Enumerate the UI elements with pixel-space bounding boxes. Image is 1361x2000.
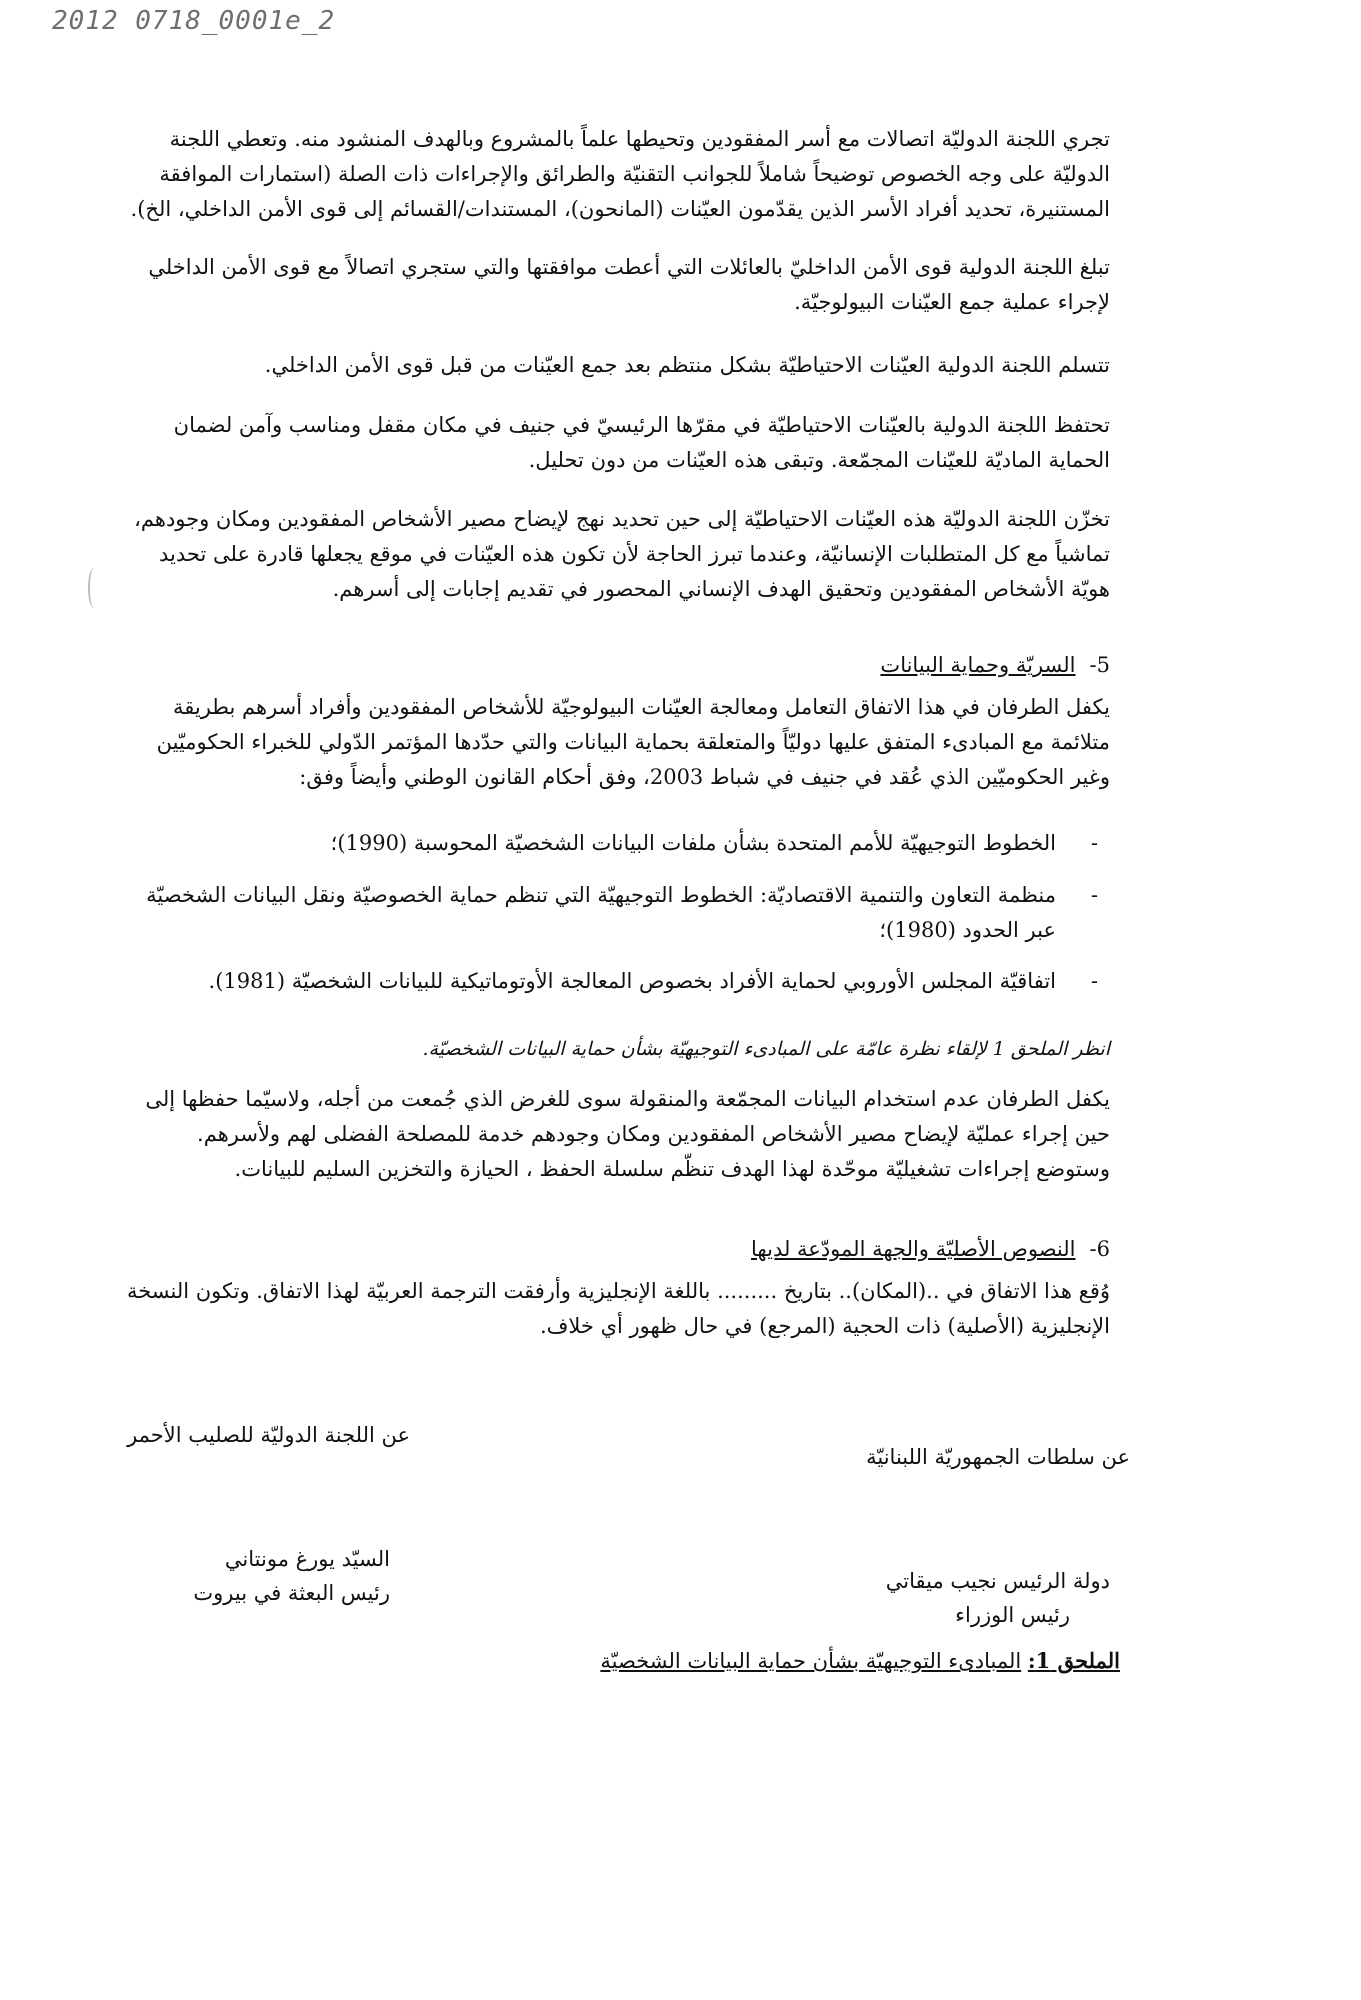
section-6-number: 6-	[1089, 1237, 1110, 1261]
section-6-body: وُقع هذا الاتفاق في ..(المكان).. بتاريخ ......... باللغة الإنجليزية وأرفقت الترجمة العربيّة لهذا الاتفاق. وتكون النسخة الإنجليزية (الأصلية) ذات الحجية (المرجع) في حال ظهور أي خلاف.	[126, 1279, 1110, 1338]
annex-reference-note: انظر الملحق 1 لإلقاء نظرة عامّة على المبادىء التوجيهيّة بشأن حماية البيانات الشخصيّة.	[422, 1038, 1110, 1060]
bullet-dash: -	[1090, 883, 1098, 907]
paragraph-receive-samples: تتسلم اللجنة الدولية العيّنات الاحتياطيّة بشكل منتظم بعد جمع العيّنات من قبل قوى الأمن الداخلي.	[264, 353, 1110, 377]
section-5-heading	[120, 648, 1110, 683]
section-5-closing: يكفل الطرفان عدم استخدام البيانات المجمّعة والمنقولة سوى للغرض الذي جُمعت من أجله، ولاسيّما حفظها إلى حين إجراء عمليّة لإيضاح مصير الأشخاص المفقودين ومكان وجودهم خدمة للمصلحة الفضلى لهم ولأسرهم. وستوضع إجراءات تشغيليّة موحّدة لهذا الهدف تنظّم سلسلة الحفظ ، الحيازة والتخزين السليم للبيانات.	[145, 1087, 1110, 1181]
signature-lebanon-name: دولة الرئيس نجيب ميقاتي	[885, 1569, 1110, 1593]
bullet-dash: -	[1090, 831, 1098, 855]
section-6-title: النصوص الأصليّة والجهة المودّعة لديها	[751, 1237, 1076, 1261]
paragraph-notify-isf: تبلغ اللجنة الدولية قوى الأمن الداخليّ بالعائلات التي أعطت موافقتها والتي ستجري اتصالاً مع قوى الأمن الداخلي لإجراء عملية جمع العيّنات البيولوجيّة.	[148, 255, 1110, 314]
paragraph-storage-purpose: تخزّن اللجنة الدوليّة هذه العيّنات الاحتياطيّة إلى حين تحديد نهج لإيضاح مصير الأشخاص المفقودين ومكان وجودهم، تماشياً مع كل المتطلبات الإنسانيّة، وعندما تبرز الحاجة لأن تكون هذه العيّنات في موقع يجعلها قادرة على تحديد هويّة الأشخاص المفقودين وتحقيق الهدف الإنساني المحصور في تقديم إجابات إلى أسرهم.	[134, 507, 1110, 601]
section-5-number: 5-	[1089, 653, 1110, 677]
section-6-heading	[120, 1232, 1110, 1267]
signature-lebanon-title: رئيس الوزراء	[955, 1603, 1070, 1627]
paragraph-store-geneva: تحتفظ اللجنة الدولية بالعيّنات الاحتياطيّة في مقرّها الرئيسيّ في جنيف في مكان مقفل ومناسب وآمن لضمان الحماية الماديّة للعيّنات المجمّعة. وتبقى هذه العيّنات من دون تحليل.	[173, 413, 1110, 472]
annex-title: المبادىء التوجيهيّة بشأن حماية البيانات الشخصيّة	[600, 1649, 1022, 1673]
annex-heading	[600, 1648, 1120, 1673]
signature-lebanon-label: عن سلطات الجمهوريّة اللبنانيّة	[866, 1445, 1130, 1469]
bullet-council-of-europe	[110, 964, 1098, 999]
section-5-intro: يكفل الطرفان في هذا الاتفاق التعامل ومعالجة العيّنات البيولوجيّة للأشخاص المفقودين وأفراد أسرهم بطريقة متلائمة مع المبادىء المتفق عليها دوليّاً والمتعلقة بحماية البيانات والتي حدّدها المؤتمر الدّولي للخبراء الحكوميّين وغير الحكوميّين الذي عُقد في جنيف في شباط 2003، وفق أحكام القانون الوطني وأيضاً وفق:	[156, 695, 1110, 789]
bullet-dash: -	[1090, 969, 1098, 993]
bullet-text: منظمة التعاون والتنمية الاقتصاديّة: الخطوط التوجيهيّة التي تنظم حماية الخصوصيّة ونقل البيانات الشخصيّة عبر الحدود (1980)؛	[146, 883, 1056, 942]
paragraph-icrc-contacts: تجري اللجنة الدوليّة اتصالات مع أسر المفقودين وتحيطها علماً بالمشروع وبالهدف المنشود منه. وتعطي اللجنة الدوليّة على وجه الخصوص توضيحاً شاملاً للجوانب التقنيّة والطرائق والإجراءات ذات الصلة (استمارات الموافقة المستنيرة، تحديد أفراد الأسر الذين يقدّمون العيّنات (المانحون)، المستندات/القسائم إلى قوى الأمن الداخلي، الخ).	[130, 127, 1110, 221]
handwritten-scan-code: 2012 0718_0001e_2	[52, 6, 336, 36]
bullet-text: اتفاقيّة المجلس الأوروبي لحماية الأفراد بخصوص المعالجة الأوتوماتيكية للبيانات الشخصيّة (1981).	[208, 969, 1056, 993]
annex-label: الملحق 1:	[1027, 1648, 1120, 1673]
margin-mark	[88, 568, 100, 608]
signature-icrc-block	[140, 1542, 390, 1610]
signature-lebanon-block	[760, 1564, 1110, 1632]
bullet-oecd-guidelines	[110, 878, 1098, 948]
section-5-title: السريّة وحماية البيانات	[880, 653, 1076, 677]
bullet-text: الخطوط التوجيهيّة للأمم المتحدة بشأن ملفات البيانات الشخصيّة المحوسبة (1990)؛	[330, 831, 1056, 855]
bullet-un-guidelines	[110, 826, 1098, 861]
signature-icrc-label: عن اللجنة الدوليّة للصليب الأحمر	[127, 1423, 410, 1447]
signature-icrc-title: رئيس البعثة في بيروت	[193, 1581, 390, 1605]
signature-icrc-name: السيّد يورغ مونتاني	[224, 1547, 390, 1571]
